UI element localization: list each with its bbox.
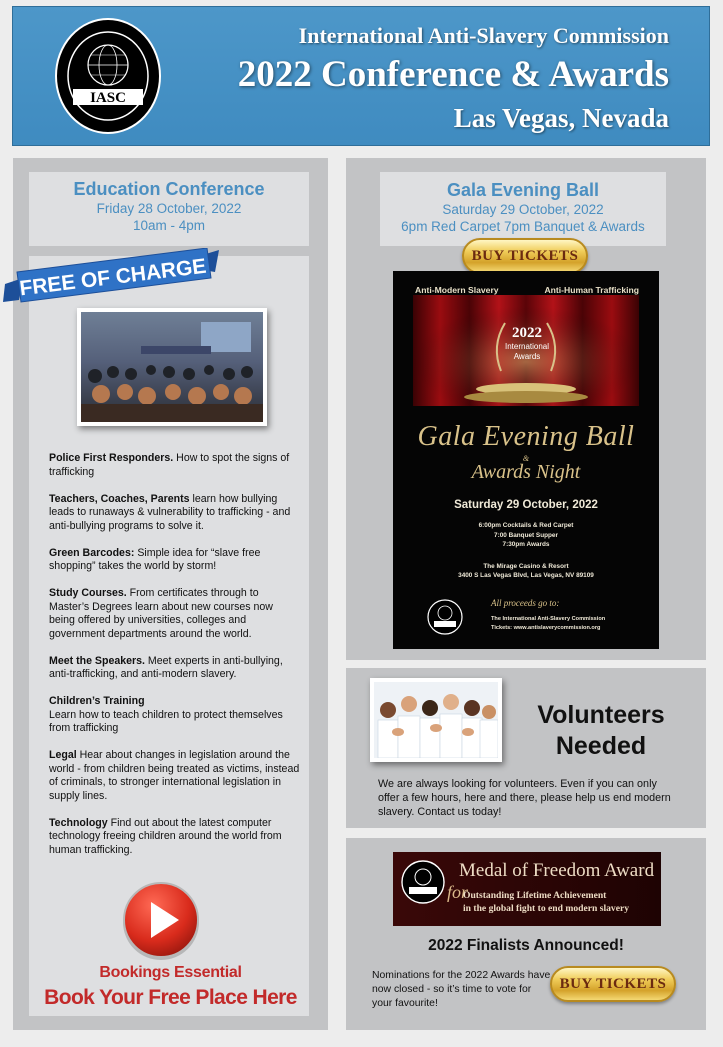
- gala-poster: [393, 271, 659, 649]
- play-icon[interactable]: [121, 880, 201, 960]
- gala-panel: [346, 158, 706, 660]
- medal-subtitle-line1: Outstanding Lifetime Achievement: [463, 890, 607, 901]
- book-free-place-link[interactable]: Book Your Free Place Here: [44, 986, 297, 1009]
- header-location: Las Vegas, Nevada: [453, 103, 669, 133]
- education-title-box: [29, 172, 309, 246]
- topic-study-courses: Study Courses. From certificates through to Master’s Degrees learn about new courses now being offered by universities, colleges and government departments around the world.: [49, 587, 273, 640]
- volunteers-heading-line1: Volunteers: [537, 701, 665, 729]
- topic-childrens-training: Children’s Training Learn how to teach children to protect themselves from trafficking: [49, 695, 283, 734]
- svg-text:FREE OF CHARGE: FREE OF CHARGE: [18, 254, 208, 301]
- topic-teachers: Teachers, Coaches, Parents learn how bullying leads to runaways & vulnerability to trafficking - and anti-bullying programs to solve it.: [49, 492, 291, 532]
- education-panel: [13, 158, 328, 1030]
- poster-tickets-url: Tickets: www.antislaverycommission.org: [491, 624, 601, 631]
- poster-anti-human-trafficking: Anti-Human Trafficking: [544, 285, 639, 295]
- gala-date: Saturday 29 October, 2022: [442, 202, 604, 217]
- education-date: Friday 28 October, 2022: [96, 201, 242, 216]
- poster-award-badge: [497, 325, 557, 362]
- medal-title: Medal of Freedom Award: [459, 860, 655, 881]
- poster-venue-address: 3400 S Las Vegas Blvd, Las Vegas, NV 89109: [458, 572, 594, 579]
- volunteers-panel: [346, 668, 706, 828]
- medal-buy-tickets-button[interactable]: BUY TICKETS: [550, 966, 676, 1002]
- medal-subtitle-line2: in the global fight to end modern slavery: [463, 903, 630, 914]
- education-time: 10am - 4pm: [132, 218, 206, 233]
- page-header: [12, 6, 710, 146]
- education-title: Education Conference: [73, 179, 265, 199]
- medal-for: for: [447, 882, 469, 902]
- volunteers-heading-line2: Needed: [555, 732, 647, 760]
- medal-iasc-logo: [401, 860, 445, 904]
- topic-police: Police First Responders. How to spot the signs of trafficking: [49, 452, 290, 478]
- volunteers-heading: [516, 700, 686, 762]
- poster-commission: [491, 615, 605, 632]
- volunteers-text: We are always looking for volunteers. Even if you can only offer a few hours, here and there, please help us end modern slavery. Contact us today!: [378, 778, 671, 818]
- poster-award-year: 2022: [512, 325, 542, 341]
- poster-anti-modern-slavery: Anti-Modern Slavery: [415, 285, 499, 295]
- medal-of-freedom-banner: [393, 852, 661, 926]
- poster-script-sub: Awards Night: [471, 461, 581, 483]
- poster-date: Saturday 29 October, 2022: [454, 499, 598, 511]
- topic-speakers: Meet the Speakers. Meet experts in anti-bullying, anti-trafficking, and anti-modern slavery.: [49, 654, 283, 680]
- conference-audience-photo: [77, 308, 267, 426]
- gala-buy-tickets-button[interactable]: BUY TICKETS: [462, 238, 588, 274]
- poster-schedule-item: 7:00 Banquet Supper: [494, 531, 558, 539]
- free-of-charge-ribbon: [3, 248, 221, 304]
- finalists-heading: 2022 Finalists Announced!: [428, 937, 624, 954]
- poster-script-title: Gala Evening Ball: [417, 421, 635, 452]
- iasc-logo: [55, 17, 161, 135]
- poster-award-line1: International: [504, 342, 550, 351]
- poster-iasc-logo: [427, 599, 463, 635]
- header-org-name: International Anti-Slavery Commission: [298, 23, 669, 48]
- svg-text:IASC: IASC: [90, 90, 126, 106]
- medal-subtitle: [463, 889, 629, 915]
- poster-venue: [393, 562, 659, 580]
- education-topics: [49, 452, 301, 871]
- header-event-title: 2022 Conference & Awards: [237, 54, 669, 95]
- poster-venue-name: The Mirage Casino & Resort: [483, 563, 569, 570]
- bookings-essential-text: Bookings Essential: [99, 964, 242, 981]
- topic-green-barcodes: Green Barcodes: Simple idea for “slave free shopping” takes the world by storm!: [49, 546, 261, 572]
- gala-title: Gala Evening Ball: [446, 180, 600, 200]
- poster-proceeds: All proceeds go to:: [491, 598, 560, 608]
- volunteers-photo: [370, 678, 502, 762]
- gala-times: 6pm Red Carpet 7pm Banquet & Awards: [401, 219, 645, 234]
- poster-schedule-item: 6:00pm Cocktails & Red Carpet: [478, 522, 574, 529]
- nominations-text: Nominations for the 2022 Awards have now closed - so it’s time to vote for your favourite!: [372, 970, 551, 1009]
- gala-title-box: [380, 172, 666, 246]
- poster-schedule: [393, 521, 659, 550]
- poster-schedule-item: 7:30pm Awards: [502, 541, 550, 548]
- topic-technology: Technology Find out about the latest computer technology freeing children around the world from human trafficking.: [49, 816, 282, 856]
- poster-award-line2: Awards: [513, 352, 541, 361]
- topic-legal: Legal Hear about changes in legislation around the world - from children being treated as victims, instead of criminals, to stronger international legislation in supply lines.: [49, 749, 300, 802]
- medal-panel: [346, 838, 706, 1030]
- poster-commission-name: The International Anti-Slavery Commission: [491, 616, 606, 622]
- poster-script-amp: &: [522, 454, 530, 463]
